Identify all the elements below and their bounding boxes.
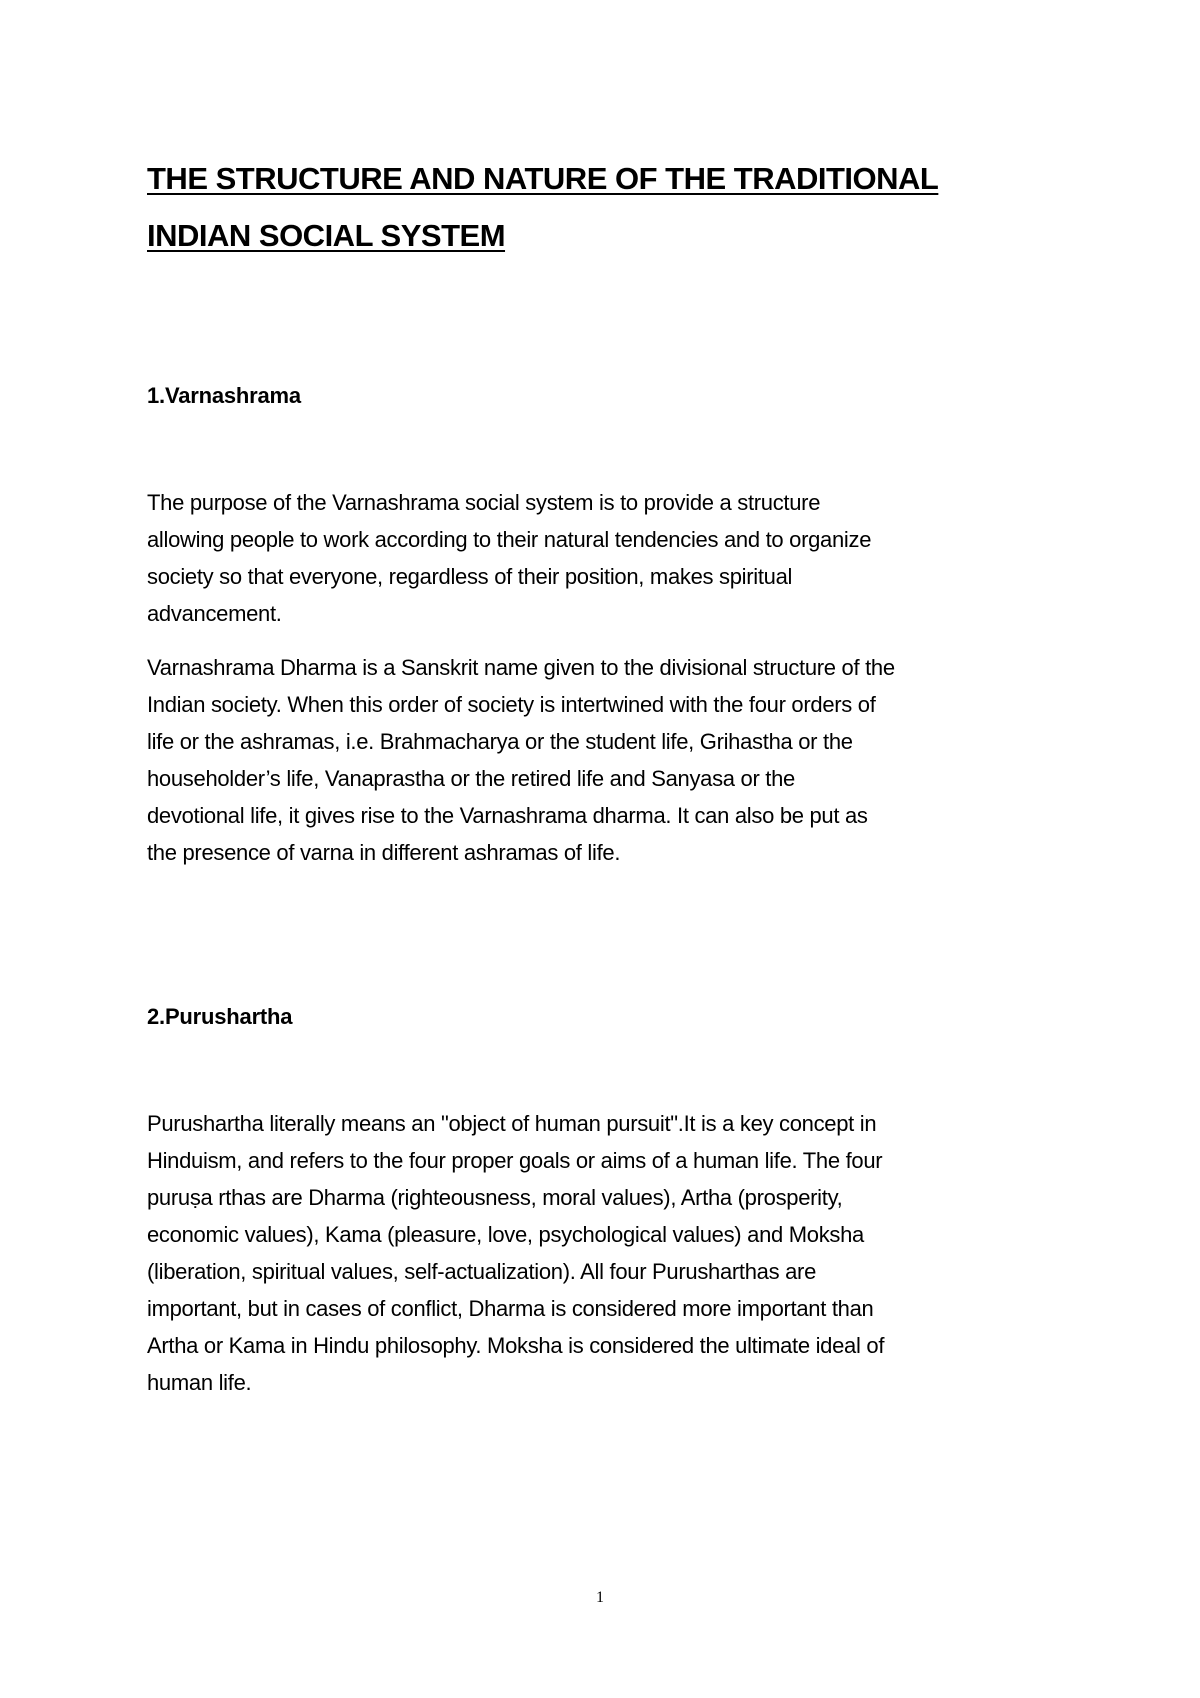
paragraph-line: human life. xyxy=(147,1370,252,1395)
paragraph-line: economic values), Kama (pleasure, love, psychological values) and Moksha xyxy=(147,1222,864,1247)
paragraph-line: advancement. xyxy=(147,601,282,626)
section-heading-purushartha: 2.Purushartha xyxy=(147,1004,293,1029)
paragraph-line: Purushartha literally means an "object of human pursuit".It is a key concept in xyxy=(147,1111,877,1136)
paragraph-line: Artha or Kama in Hindu philosophy. Moksha is considered the ultimate ideal of xyxy=(147,1333,885,1358)
paragraph-line: puruṣa rthas are Dharma (righteousness, moral values), Artha (prosperity, xyxy=(147,1185,843,1210)
paragraph-line: Indian society. When this order of society is intertwined with the four orders of xyxy=(147,692,876,717)
paragraph-line: important, but in cases of conflict, Dharma is considered more important than xyxy=(147,1296,874,1321)
paragraph-line: society so that everyone, regardless of their position, makes spiritual xyxy=(147,564,793,589)
paragraph-line: devotional life, it gives rise to the Varnashrama dharma. It can also be put as xyxy=(147,803,868,828)
paragraph-varnashrama-dharma xyxy=(147,649,1087,871)
page-number: 1 xyxy=(596,1589,604,1606)
paragraph-line: householder’s life, Vanaprastha or the retired life and Sanyasa or the xyxy=(147,766,795,791)
paragraph-line: allowing people to work according to their natural tendencies and to organize xyxy=(147,527,872,552)
paragraph-varnashrama-purpose xyxy=(147,484,1087,632)
document-title xyxy=(147,150,1107,264)
paragraph-line: life or the ashramas, i.e. Brahmacharya or the student life, Grihastha or the xyxy=(147,729,853,754)
title-line: THE STRUCTURE AND NATURE OF THE TRADITIONAL xyxy=(147,161,939,196)
section-heading-varnashrama: 1.Varnashrama xyxy=(147,383,301,408)
paragraph-line: The purpose of the Varnashrama social system is to provide a structure xyxy=(147,490,821,515)
title-line: INDIAN SOCIAL SYSTEM xyxy=(147,218,506,253)
paragraph-purushartha xyxy=(147,1105,1087,1401)
paragraph-line: Varnashrama Dharma is a Sanskrit name given to the divisional structure of the xyxy=(147,655,895,680)
paragraph-line: Hinduism, and refers to the four proper goals or aims of a human life. The four xyxy=(147,1148,883,1173)
paragraph-line: the presence of varna in different ashramas of life. xyxy=(147,840,621,865)
paragraph-line: (liberation, spiritual values, self-actualization). All four Purusharthas are xyxy=(147,1259,817,1284)
